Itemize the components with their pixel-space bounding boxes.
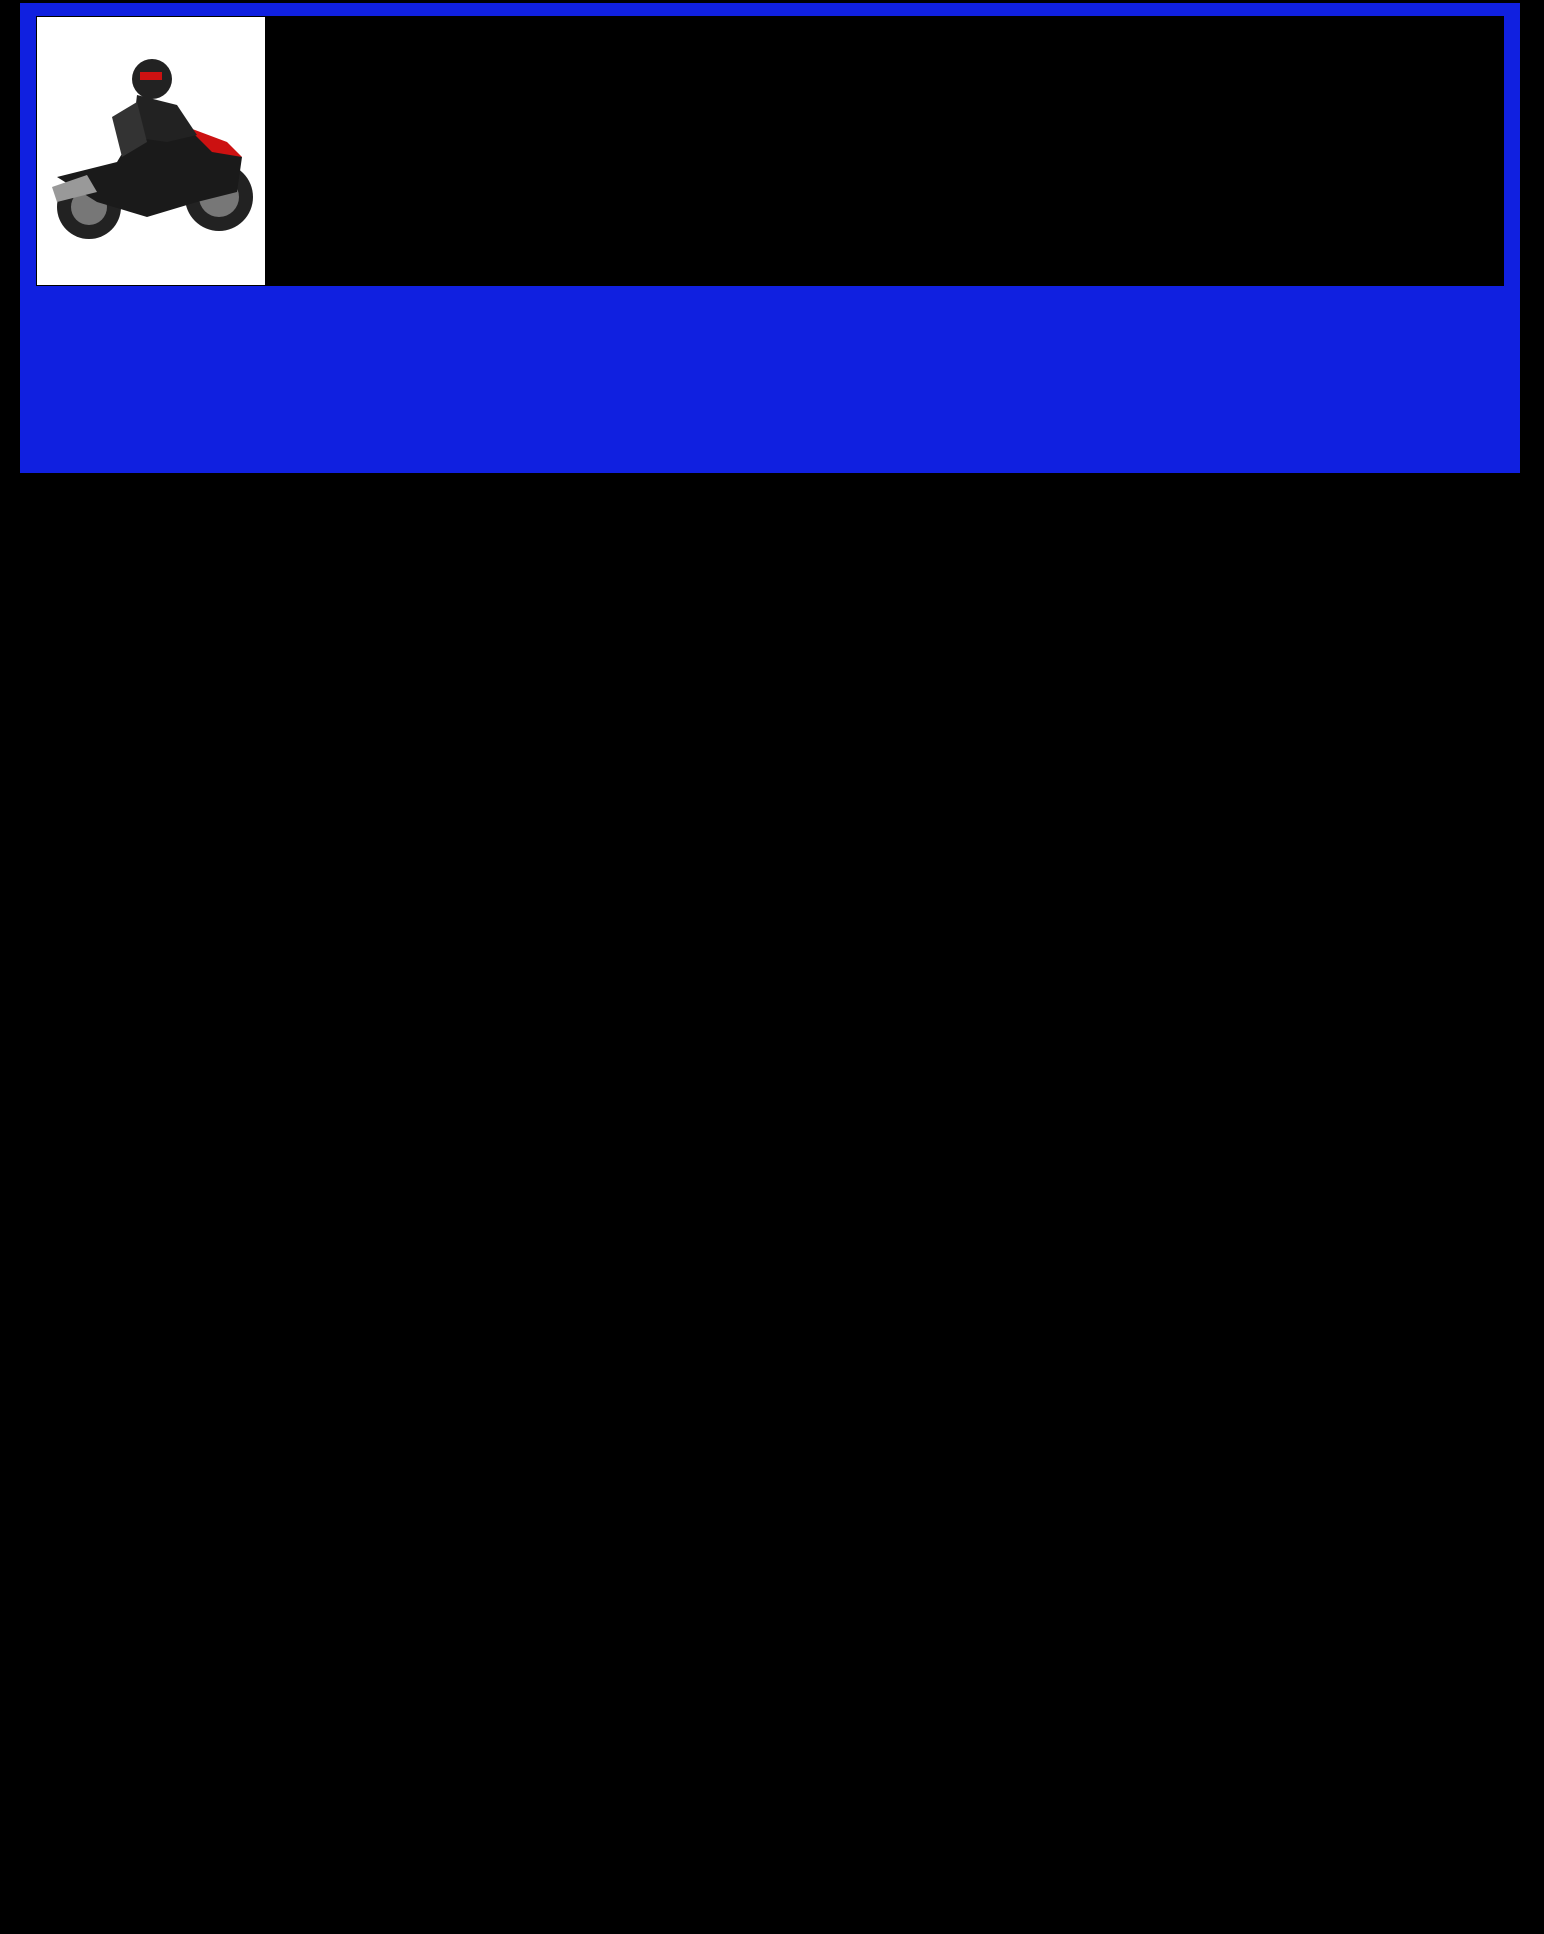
logo — [37, 17, 265, 285]
motorcycle-rider-icon — [37, 17, 265, 285]
page-title — [266, 20, 1504, 284]
